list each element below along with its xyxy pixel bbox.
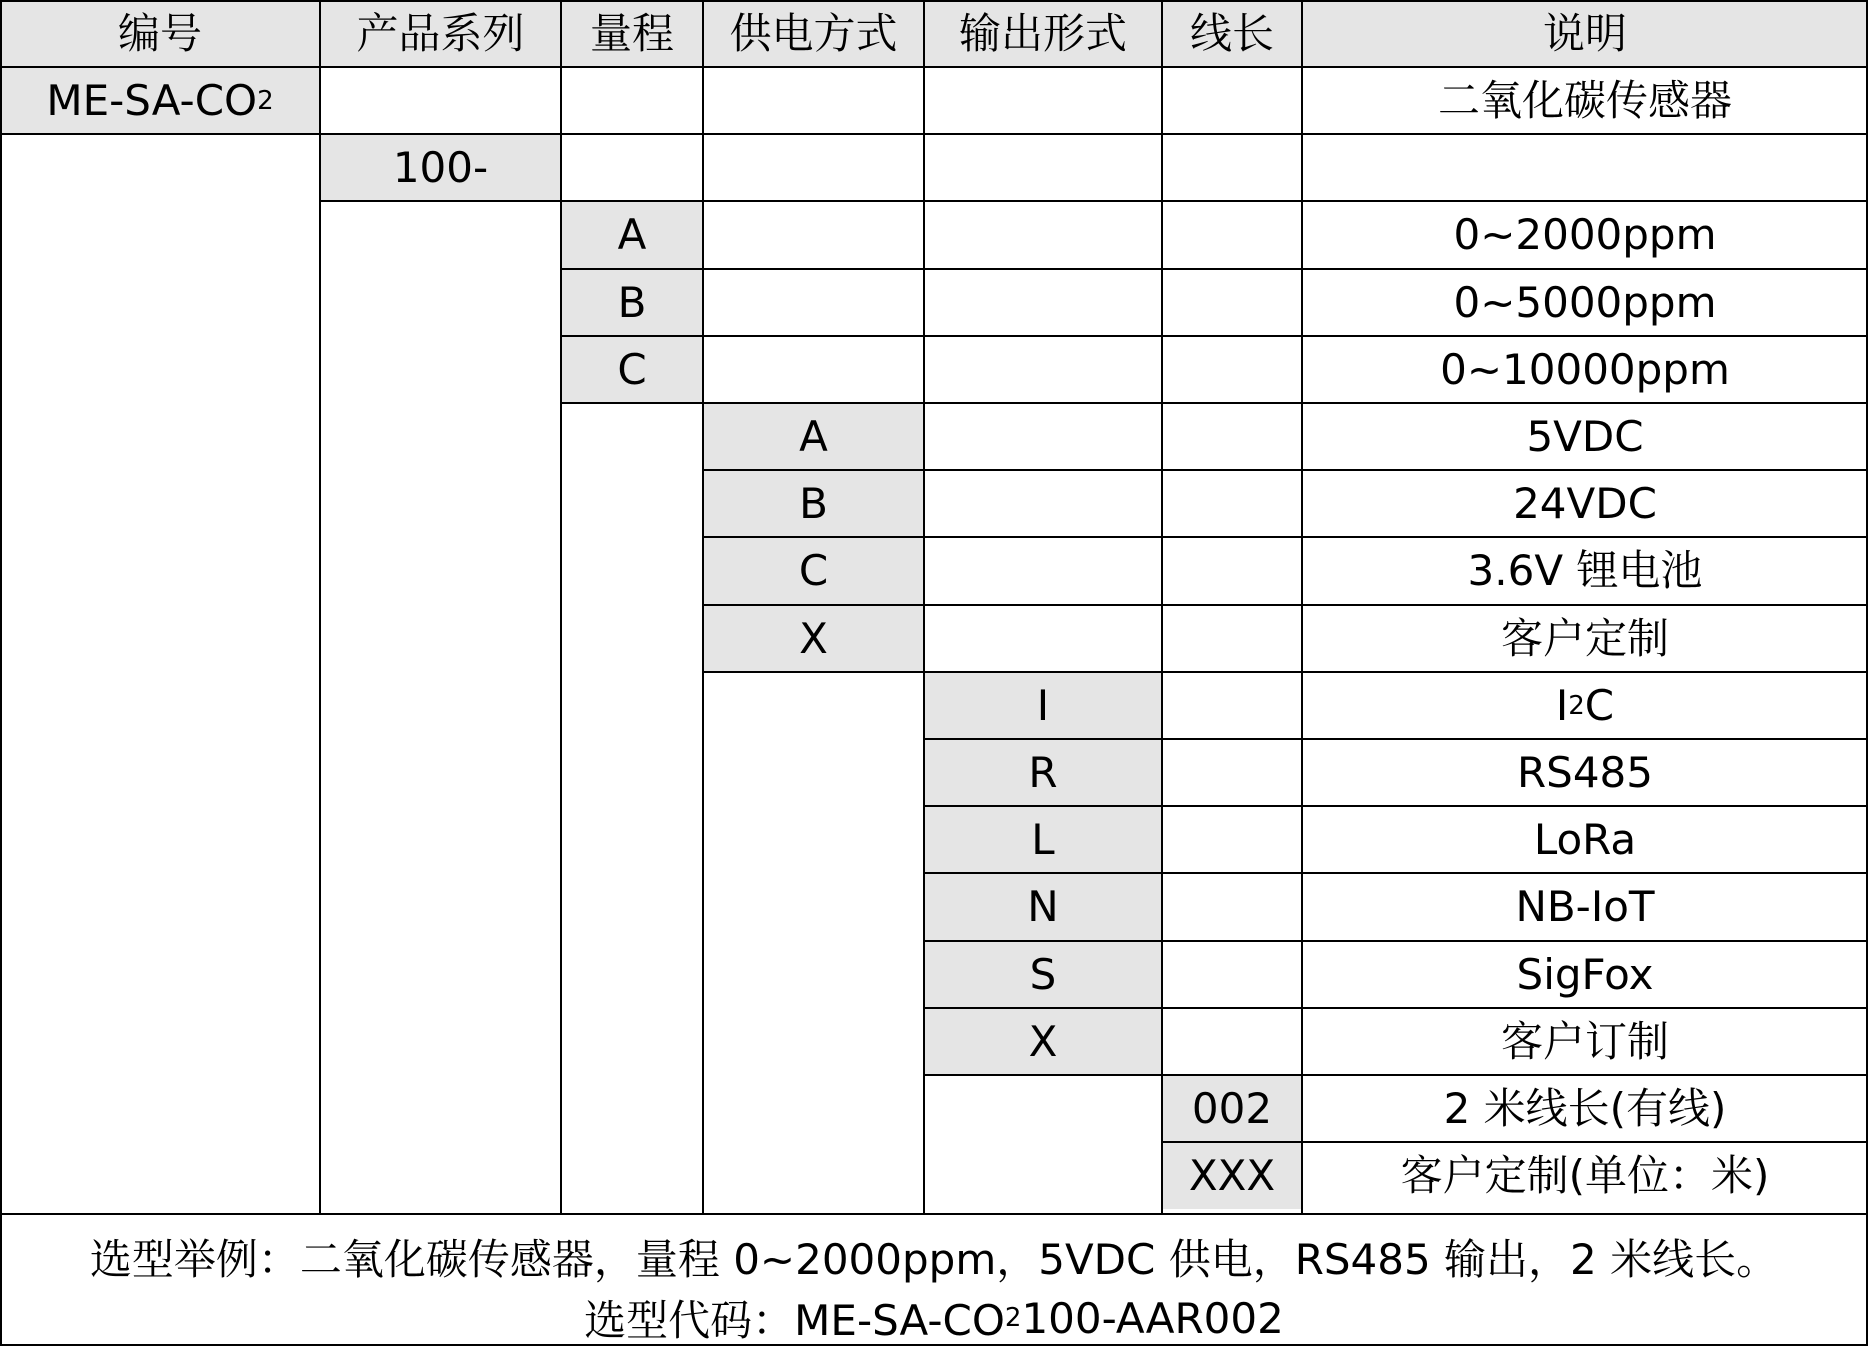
option-code: C (561, 336, 703, 403)
row-divider (703, 469, 1868, 471)
header-cable: 线长 (1162, 0, 1302, 67)
row-divider (561, 335, 1868, 337)
border-top (0, 0, 1868, 2)
row-divider (320, 200, 1868, 202)
row-divider (703, 671, 1868, 673)
row-divider (924, 872, 1868, 874)
row-divider (0, 133, 1868, 135)
option-code: XXX (1162, 1142, 1302, 1209)
description-text: C (1584, 680, 1615, 730)
option-code: B (703, 470, 924, 537)
option-description: 2 米线长(有线) (1443, 1083, 1727, 1133)
option-description (1302, 134, 1868, 201)
row-divider (1162, 1141, 1868, 1143)
option-description: NB-IoT (1515, 882, 1655, 931)
option-description: 0~2000ppm (1453, 210, 1717, 259)
header-output: 输出形式 (924, 0, 1162, 67)
header-number: 编号 (0, 0, 320, 67)
row-divider (924, 738, 1868, 740)
option-code: L (924, 806, 1162, 873)
option-description: 24VDC (1513, 478, 1657, 528)
option-description: 0~10000ppm (1440, 344, 1730, 394)
header-divider (0, 66, 1868, 68)
option-description: 5VDC (1526, 411, 1644, 461)
option-code: 002 (1162, 1075, 1302, 1142)
option-code: X (703, 605, 924, 672)
header-series: 产品系列 (320, 0, 561, 67)
option-code: 100- (320, 134, 561, 201)
selection-code-rest: 100-AAR002 (1021, 1293, 1284, 1343)
row-divider (703, 604, 1868, 606)
column-divider (560, 0, 562, 1213)
selection-example-text: 选型举例：二氧化碳传感器，量程 0~2000ppm，5VDC 供电，RS485 输出，2 米线长。 (89, 1235, 1779, 1284)
option-description: 3.6V 锂电池 (1467, 546, 1703, 595)
option-description: 客户定制 (1500, 613, 1669, 663)
option-code: A (703, 403, 924, 470)
row-divider (703, 536, 1868, 538)
option-code: B (561, 269, 703, 336)
selection-example (0, 1222, 1868, 1292)
column-divider (702, 0, 704, 1213)
selection-code: 选型代码：ME-SA-CO 2 100-AAR002 (0, 1290, 1868, 1346)
option-description: LoRa (1533, 814, 1637, 864)
option-code-text: ME-SA-CO (46, 75, 258, 125)
row-divider (561, 402, 1868, 404)
option-code: A (561, 201, 703, 269)
option-description: SigFox (1516, 949, 1654, 999)
row-divider (561, 268, 1868, 270)
border-left (0, 0, 2, 1346)
row-divider (924, 1074, 1868, 1076)
option-description: I 2 C (1555, 680, 1615, 730)
description-text: I (1555, 680, 1569, 730)
option-description: 客户定制(单位：米) (1400, 1150, 1770, 1200)
option-code: X (924, 1008, 1162, 1075)
row-divider (924, 1007, 1868, 1009)
option-description: 二氧化碳传感器 (1437, 75, 1732, 125)
option-code: ME-SA-CO 2 (0, 67, 320, 134)
selection-code-label: 选型代码：ME-SA-CO (584, 1296, 1005, 1345)
option-code: S (924, 941, 1162, 1008)
option-description: RS485 (1516, 747, 1653, 797)
column-divider (923, 0, 925, 1213)
option-code: C (703, 537, 924, 605)
option-code: I (924, 672, 1162, 739)
column-divider (1301, 0, 1303, 1213)
footer-divider (0, 1213, 1868, 1215)
header-range: 量程 (561, 0, 703, 67)
row-divider (924, 940, 1868, 942)
row-divider (924, 805, 1868, 807)
header-desc: 说明 (1302, 0, 1868, 67)
column-divider (1161, 0, 1163, 1213)
column-divider (319, 0, 321, 1213)
option-description: 客户订制 (1500, 1016, 1669, 1066)
option-code: N (924, 873, 1162, 941)
option-description: 0~5000ppm (1453, 277, 1717, 327)
header-power: 供电方式 (703, 0, 924, 67)
option-code: R (924, 739, 1162, 806)
